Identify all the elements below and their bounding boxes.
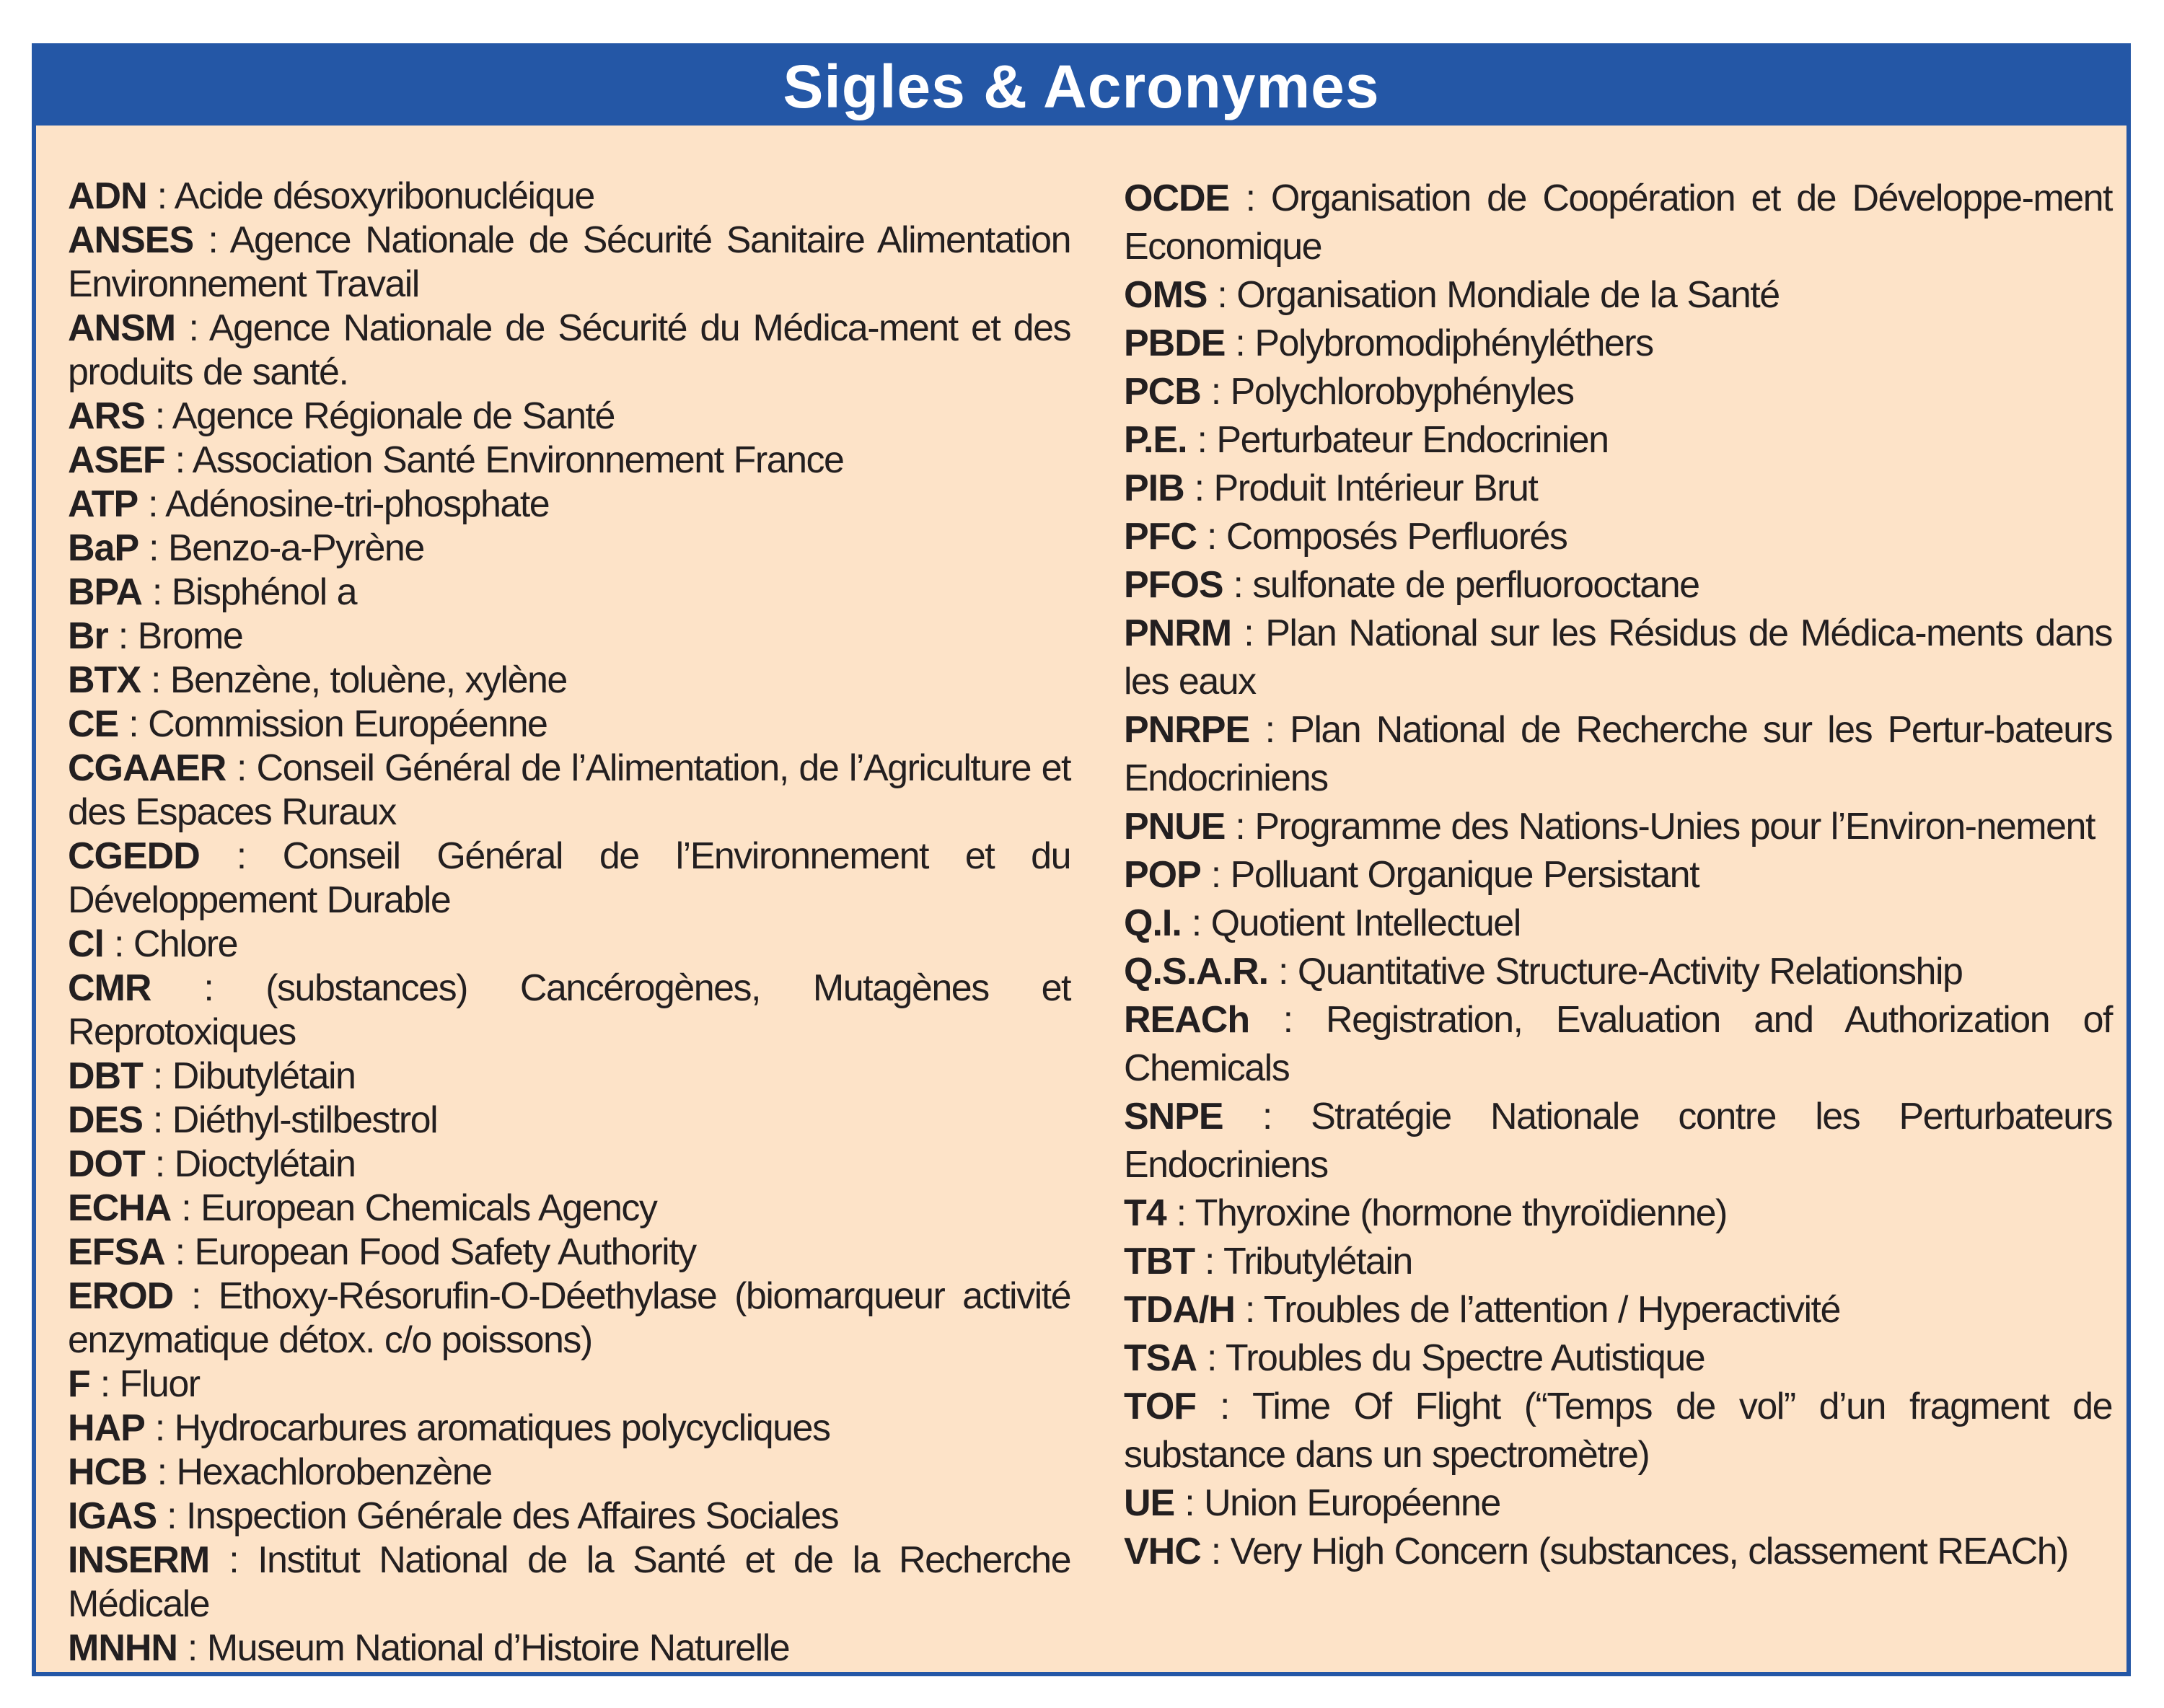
acronym-abbr: IGAS — [68, 1495, 157, 1537]
acronym-entry — [1124, 416, 2112, 465]
acronym-abbr: Q.S.A.R. — [1124, 951, 1269, 992]
acronym-entry — [68, 703, 1070, 747]
acronym-definition: : Polychlorobyphényles — [1200, 371, 1574, 413]
acronym-abbr: DBT — [68, 1055, 143, 1097]
acronym-abbr: PNRM — [1124, 612, 1232, 654]
acronym-entry — [1124, 899, 2112, 948]
acronym-definition: : Registration, Evaluation and Authorization of Chemicals — [1124, 999, 2112, 1089]
page-title: Sigles & Acronymes — [783, 52, 1380, 120]
acronym-entry — [68, 659, 1070, 703]
acronym-abbr: EFSA — [68, 1231, 165, 1273]
acronym-definition: : Plan National sur les Résidus de Médica-ments dans les eaux — [1124, 612, 2112, 703]
acronym-abbr: HAP — [68, 1407, 145, 1449]
acronym-abbr: ADN — [68, 175, 147, 217]
acronym-abbr: PCB — [1124, 371, 1201, 413]
acronym-abbr: SNPE — [1124, 1096, 1223, 1137]
acronym-definition: : Benzène, toluène, xylène — [141, 659, 567, 701]
acronym-entry — [68, 1538, 1070, 1626]
acronym-entry — [1124, 996, 2112, 1093]
acronym-entry — [1124, 1383, 2112, 1479]
acronym-entry — [1124, 561, 2112, 609]
acronym-abbr: CGAAER — [68, 747, 226, 789]
right-column — [1124, 175, 2112, 1576]
acronym-entry — [68, 307, 1070, 395]
acronym-entry — [1124, 175, 2112, 271]
acronym-abbr: ANSES — [68, 219, 194, 261]
acronym-definition: : Adénosine-tri-phosphate — [138, 483, 550, 525]
acronym-definition: : European Food Safety Authority — [164, 1231, 696, 1273]
acronym-definition: : Programme des Nations-Unies pour l’Environ-nement — [1225, 806, 2095, 848]
acronym-abbr: CE — [68, 703, 119, 745]
acronym-abbr: TDA/H — [1124, 1289, 1235, 1331]
acronym-definition: : Troubles du Spectre Autistique — [1197, 1337, 1705, 1379]
left-column — [68, 175, 1070, 1670]
acronym-entry — [68, 1187, 1070, 1231]
acronym-entry — [1124, 368, 2112, 416]
acronym-definition: : Hexachlorobenzène — [146, 1451, 492, 1493]
acronym-abbr: HCB — [68, 1451, 147, 1493]
acronym-entry — [1124, 1286, 2112, 1334]
acronym-abbr: PNRPE — [1124, 709, 1250, 751]
acronym-entry — [68, 1231, 1070, 1275]
acronym-entry — [1124, 948, 2112, 996]
acronym-definition: : Conseil Général de l’Alimentation, de l’Agriculture et des Espaces Ruraux — [68, 747, 1070, 833]
acronym-definition: : Conseil Général de l’Environnement et du Développement Durable — [68, 835, 1070, 921]
acronym-entry — [68, 1626, 1070, 1670]
acronym-entry — [68, 571, 1070, 615]
acronym-abbr: UE — [1124, 1482, 1175, 1524]
acronym-definition: : Agence Régionale de Santé — [144, 395, 615, 437]
acronym-entry — [1124, 851, 2112, 899]
acronym-abbr: ASEF — [68, 439, 165, 481]
acronym-definition: : Museum National d’Histoire Naturelle — [177, 1627, 790, 1669]
acronym-abbr: DOT — [68, 1143, 145, 1185]
acronym-definition: : Polluant Organique Persistant — [1200, 854, 1699, 896]
acronym-entry — [68, 527, 1070, 571]
acronym-entry — [68, 1275, 1070, 1363]
acronym-entry — [68, 1494, 1070, 1538]
acronym-entry — [1124, 513, 2112, 561]
acronym-abbr: BTX — [68, 659, 141, 701]
acronym-definition: : Hydrocarbures aromatiques polycycliques — [144, 1407, 830, 1449]
acronym-entry — [1124, 320, 2112, 368]
acronym-definition: : Acide désoxyribonucléique — [146, 175, 594, 217]
acronym-abbr: ARS — [68, 395, 145, 437]
acronym-entry — [68, 395, 1070, 439]
acronym-definition: : Polybromodiphényléthers — [1225, 322, 1653, 364]
acronym-definition: : (substances) Cancérogènes, Mutagènes et Reprotoxiques — [68, 967, 1070, 1053]
acronym-definition: : Ethoxy-Résorufin-O-Déethylase (biomarqueur activité enzymatique détox. c/o poissons) — [68, 1275, 1070, 1361]
acronym-abbr: VHC — [1124, 1531, 1201, 1572]
acronym-abbr: TSA — [1124, 1337, 1197, 1379]
acronym-entry — [68, 1143, 1070, 1187]
acronym-abbr: TBT — [1124, 1241, 1195, 1282]
acronym-definition: : Inspection Générale des Affaires Sociales — [157, 1495, 839, 1537]
acronym-definition: : Agence Nationale de Sécurité du Médica-ment et des produits de santé. — [68, 307, 1070, 393]
acronym-abbr: T4 — [1124, 1192, 1166, 1234]
acronym-abbr: BaP — [68, 527, 139, 569]
acronym-abbr: PFOS — [1124, 564, 1223, 606]
acronym-definition: : Quotient Intellectuel — [1181, 902, 1521, 944]
acronym-definition: : Composés Perfluorés — [1197, 516, 1567, 558]
acronym-definition: : Organisation de Coopération et de Développe-ment Economique — [1124, 177, 2112, 268]
acronym-abbr: PFC — [1124, 516, 1197, 558]
acronym-entry — [1124, 706, 2112, 803]
acronym-entry — [1124, 1093, 2112, 1189]
acronym-abbr: F — [68, 1363, 90, 1405]
acronym-abbr: Q.I. — [1124, 902, 1182, 944]
acronym-entry — [68, 747, 1070, 835]
acronym-definition: : Benzo-a-Pyrène — [138, 527, 424, 569]
acronym-definition: : Agence Nationale de Sécurité Sanitaire Alimentation Environnement Travail — [68, 219, 1070, 305]
acronym-definition: : Stratégie Nationale contre les Perturbateurs Endocriniens — [1124, 1096, 2112, 1186]
acronym-abbr: CGEDD — [68, 835, 200, 877]
acronym-definition: : Chlore — [104, 923, 238, 965]
acronym-abbr: REACh — [1124, 999, 1250, 1041]
acronym-entry — [1124, 465, 2112, 513]
acronyms-box — [32, 43, 2131, 1676]
acronym-entry — [68, 483, 1070, 527]
acronym-entry — [68, 923, 1070, 967]
acronym-definition: : Brome — [107, 615, 243, 657]
acronym-definition: : Association Santé Environnement France — [164, 439, 844, 481]
acronym-definition: : Produit Intérieur Brut — [1184, 467, 1538, 509]
acronym-abbr: PIB — [1124, 467, 1184, 509]
acronym-abbr: POP — [1124, 854, 1201, 896]
acronym-entry — [1124, 1189, 2112, 1238]
acronym-definition: : Organisation Mondiale de la Santé — [1207, 274, 1780, 316]
acronym-definition: : Dioctylétain — [144, 1143, 356, 1185]
acronym-abbr: TOF — [1124, 1386, 1197, 1427]
acronym-definition: : Plan National de Recherche sur les Pertur-bateurs Endocriniens — [1124, 709, 2112, 799]
acronym-entry — [68, 615, 1070, 659]
acronym-entry — [1124, 1479, 2112, 1528]
acronym-abbr: ANSM — [68, 307, 176, 349]
acronym-definition: : Institut National de la Santé et de la Recherche Médicale — [68, 1539, 1070, 1625]
acronym-entry — [68, 175, 1070, 219]
acronym-definition: : Bisphénol a — [141, 571, 357, 613]
acronym-entry — [68, 1407, 1070, 1451]
acronym-definition: : sulfonate de perfluorooctane — [1223, 564, 1699, 606]
acronym-entry — [68, 1055, 1070, 1099]
acronym-definition: : Diéthyl-stilbestrol — [142, 1099, 438, 1141]
acronym-abbr: Cl — [68, 923, 104, 965]
title-bar — [36, 48, 2126, 126]
acronym-definition: : European Chemicals Agency — [171, 1187, 657, 1229]
acronym-abbr: OCDE — [1124, 177, 1230, 219]
acronym-definition: : Time Of Flight (“Temps de vol” d’un fragment de substance dans un spectromètre) — [1124, 1386, 2112, 1476]
acronym-entry — [1124, 1238, 2112, 1286]
acronym-abbr: EROD — [68, 1275, 174, 1317]
acronym-entry — [68, 219, 1070, 307]
acronym-definition: : Tributylétain — [1195, 1241, 1412, 1282]
acronym-abbr: Br — [68, 615, 108, 657]
acronym-definition: : Troubles de l’attention / Hyperactivité — [1234, 1289, 1840, 1331]
acronym-entry — [1124, 1334, 2112, 1383]
acronym-entry — [68, 1363, 1070, 1407]
acronym-abbr: DES — [68, 1099, 143, 1141]
acronym-abbr: PNUE — [1124, 806, 1226, 848]
acronym-entry — [68, 1451, 1070, 1494]
acronym-definition: : Thyroxine (hormone thyroïdienne) — [1166, 1192, 1727, 1234]
acronym-abbr: P.E. — [1124, 419, 1187, 461]
acronym-entry — [68, 439, 1070, 483]
acronym-abbr: OMS — [1124, 274, 1208, 316]
acronym-definition: : Very High Concern (substances, classement REACh) — [1200, 1531, 2068, 1572]
acronym-abbr: ATP — [68, 483, 138, 525]
acronym-definition: : Commission Européenne — [118, 703, 547, 745]
acronym-entry — [1124, 1528, 2112, 1576]
acronym-abbr: MNHN — [68, 1627, 177, 1669]
acronym-entry — [68, 967, 1070, 1055]
acronym-abbr: ECHA — [68, 1187, 172, 1229]
acronym-entry — [68, 835, 1070, 923]
acronym-abbr: BPA — [68, 571, 142, 613]
acronym-definition: : Quantitative Structure-Activity Relationship — [1268, 951, 1963, 992]
acronym-entry — [68, 1099, 1070, 1143]
acronym-definition: : Union Européenne — [1174, 1482, 1500, 1524]
acronym-abbr: INSERM — [68, 1539, 210, 1581]
acronym-abbr: CMR — [68, 967, 151, 1009]
acronym-entry — [1124, 609, 2112, 706]
acronym-definition: : Perturbateur Endocrinien — [1187, 419, 1609, 461]
acronym-abbr: PBDE — [1124, 322, 1226, 364]
acronym-entry — [1124, 803, 2112, 851]
acronym-definition: : Dibutylétain — [142, 1055, 356, 1097]
acronym-entry — [1124, 271, 2112, 320]
acronym-definition: : Fluor — [89, 1363, 200, 1405]
